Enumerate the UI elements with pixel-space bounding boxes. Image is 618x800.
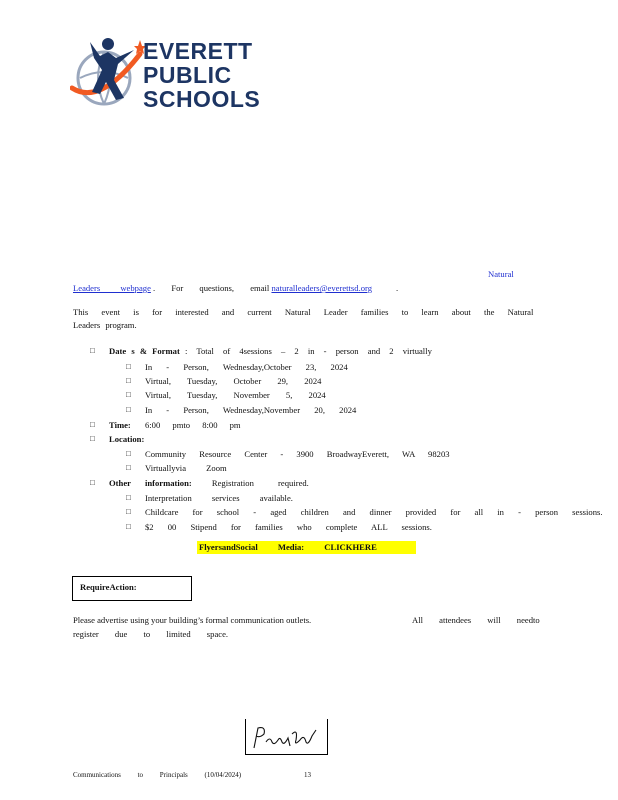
paragraph-line-1: This event is for interested and current Natural Leader families to learn about the Natural bbox=[73, 307, 534, 317]
square-bullet-icon: □ bbox=[126, 507, 131, 516]
square-bullet-icon: □ bbox=[126, 449, 131, 458]
time-label: Time: bbox=[109, 420, 131, 430]
runner-globe-icon bbox=[70, 36, 146, 110]
page-number: 13 bbox=[304, 771, 311, 779]
email-link[interactable]: naturalleaders@everettsd.org bbox=[271, 283, 373, 293]
advertise-line-1a: Please advertise using your building’s formal communication outlets. bbox=[73, 615, 312, 625]
square-bullet-icon: □ bbox=[90, 346, 95, 355]
other-item-2: Childcare for school - aged children and dinner provided for all in - person sessions. bbox=[145, 507, 603, 517]
logo-line-everett: EVERETT bbox=[143, 38, 253, 64]
signature-border-bottom bbox=[245, 754, 328, 755]
square-bullet-icon: □ bbox=[90, 434, 95, 443]
signature-scribble bbox=[250, 724, 322, 752]
signature-border-left bbox=[245, 719, 246, 755]
other-row bbox=[109, 478, 309, 488]
location-label: Location: bbox=[109, 434, 145, 444]
required-action-label: RequireAction: bbox=[80, 582, 137, 592]
logo-line-public: PUBLIC bbox=[143, 62, 232, 88]
intro-mid-text: . For questions, email bbox=[153, 283, 270, 293]
square-bullet-icon: □ bbox=[126, 405, 131, 414]
session-2: Virtual, Tuesday, October 29, 2024 bbox=[145, 376, 322, 386]
intro-line bbox=[73, 283, 398, 293]
flyers-social-media-link[interactable]: FlyersandSocial Media: CLICKHERE bbox=[199, 542, 377, 552]
square-bullet-icon: □ bbox=[126, 390, 131, 399]
location-2: Virtuallyvia Zoom bbox=[145, 463, 227, 473]
square-bullet-icon: □ bbox=[90, 478, 95, 487]
other-label: Other information: bbox=[109, 478, 192, 488]
square-bullet-icon: □ bbox=[126, 362, 131, 371]
logo-line-schools: SCHOOLS bbox=[143, 86, 261, 112]
other-item-1: Interpretation services available. bbox=[145, 493, 293, 503]
session-3: Virtual, Tuesday, November 5, 2024 bbox=[145, 390, 326, 400]
dates-label: Date s & Format bbox=[109, 346, 180, 356]
intro-end: . bbox=[396, 283, 399, 293]
other-value: Registration required. bbox=[211, 478, 309, 488]
advertise-line-2: register due to limited space. bbox=[73, 629, 229, 639]
square-bullet-icon: □ bbox=[126, 493, 131, 502]
square-bullet-icon: □ bbox=[126, 376, 131, 385]
natural-label: Natural bbox=[488, 269, 514, 279]
square-bullet-icon: □ bbox=[90, 420, 95, 429]
dates-value: : Total of 4sessions – 2 in - person and 2 virtually bbox=[184, 346, 432, 356]
time-row bbox=[109, 420, 241, 430]
session-1: In - Person, Wednesday,October 23, 2024 bbox=[145, 362, 348, 372]
session-4: In - Person, Wednesday,November 20, 2024 bbox=[145, 405, 357, 415]
webpage-link[interactable]: Leaders webpage bbox=[73, 283, 151, 293]
footer-text: Communications to Principals (10/04/2024) bbox=[73, 771, 242, 779]
dates-row bbox=[109, 346, 432, 356]
advertise-line-1b: All attendees will needto bbox=[412, 615, 540, 625]
other-item-3: $2 00 Stipend for families who complete ALL sessions. bbox=[145, 522, 432, 532]
location-1: Community Resource Center - 3900 BroadwayEverett, WA 98203 bbox=[145, 449, 450, 459]
signature-border-right bbox=[327, 719, 328, 755]
time-value: 6:00 pmto 8:00 pm bbox=[144, 420, 241, 430]
square-bullet-icon: □ bbox=[126, 463, 131, 472]
paragraph-line-2: Leaders program. bbox=[73, 320, 137, 330]
square-bullet-icon: □ bbox=[126, 522, 131, 531]
